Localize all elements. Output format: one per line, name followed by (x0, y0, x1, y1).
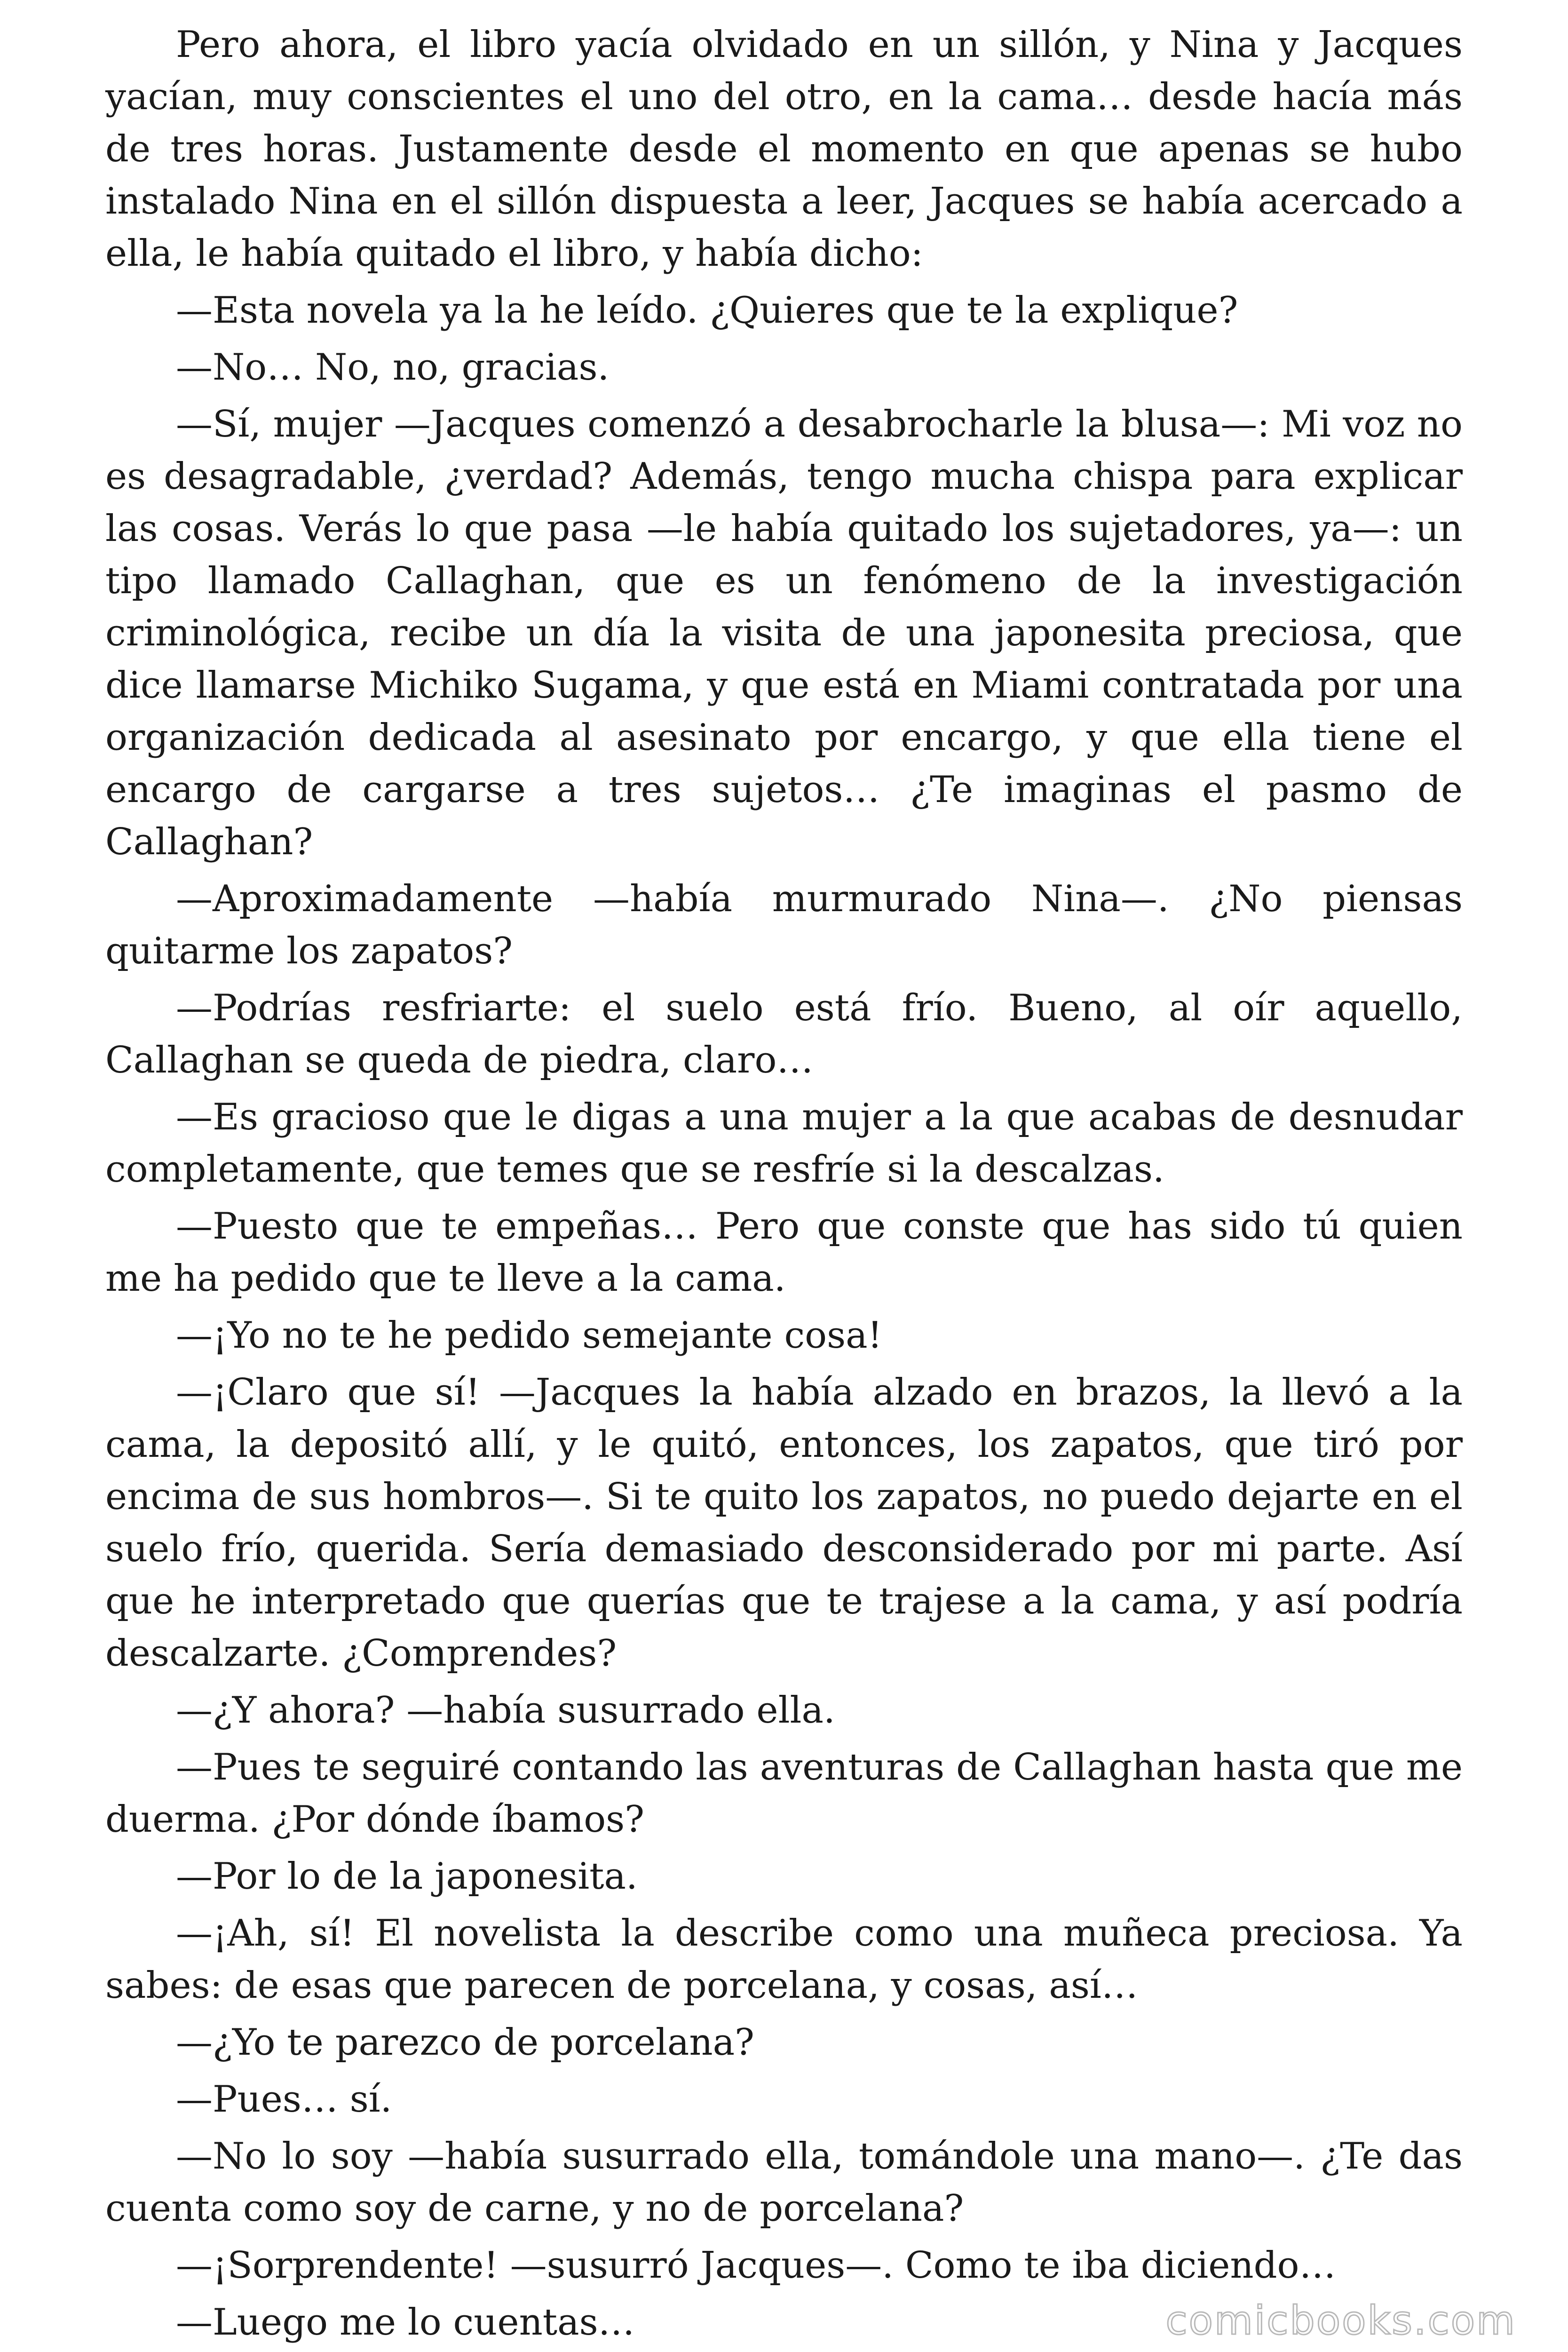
paragraph: —¡Claro que sí! —Jacques la había alzado en brazos, la llevó a la cama, la depositó allí, y le quitó, entonces, los zapatos, que tiró por encima de sus hombros—. Si te quito los zapatos, no puedo dejarte en el suelo frío, querida. Sería demasiado desconsiderado por mi parte. Así que he interpretado que querías que te trajese a la cama, y así podría descalzarte. ¿Comprendes? (105, 1371, 1463, 1675)
paragraph: —Esta novela ya la he leído. ¿Quieres que te la explique? (176, 289, 1238, 332)
paragraph: —Por lo de la japonesita. (176, 1855, 638, 1898)
paragraph: —¿Y ahora? —había susurrado ella. (176, 1689, 835, 1732)
paragraph: —Puesto que te empeñas… Pero que conste que has sido tú quien me ha pedido que te lleve a la cama. (105, 1205, 1463, 1300)
paragraph: —No lo soy —había susurrado ella, tomándole una mano—. ¿Te das cuenta como soy de carne, y no de porcelana? (105, 2135, 1463, 2230)
paragraph: —¿Yo te parezco de porcelana? (176, 2021, 754, 2064)
paragraph: —Luego me lo cuentas… (176, 2301, 635, 2344)
paragraph: —Es gracioso que le digas a una mujer a la que acabas de desnudar completamente, que temes que se resfríe si la descalzas. (105, 1096, 1463, 1191)
paragraph: Pero ahora, el libro yacía olvidado en un sillón, y Nina y Jacques yacían, muy conscientes el uno del otro, en la cama… desde hacía más de tres horas. Justamente desde el momento en que apenas se hubo instalado Nina en el sillón dispuesta a leer, Jacques se había acercado a ella, le había quitado el libro, y había dicho: (105, 24, 1463, 275)
paragraph: —¡Ah, sí! El novelista la describe como una muñeca preciosa. Ya sabes: de esas que parecen de porcelana, y cosas, así… (105, 1912, 1463, 2007)
paragraph: —No… No, no, gracias. (176, 346, 610, 389)
paragraph: —Sí, mujer —Jacques comenzó a desabrocharle la blusa—: Mi voz no es desagradable, ¿verdad? Además, tengo mucha chispa para explicar las cosas. Verás lo que pasa —le había quitado los sujetadores, ya—: un tipo llamado Callaghan, que es un fenómeno de la investigación criminológica, recibe un día la visita de una japonesita preciosa, que dice llamarse Michiko Sugama, y que está en Miami contratada por una organización dedicada al asesinato por encargo, y que ella tiene el encargo de cargarse a tres sujetos… ¿Te imaginas el pasmo de Callaghan? (105, 403, 1463, 863)
paragraph: —Pues te seguiré contando las aventuras de Callaghan hasta que me duerma. ¿Por dónde íbamos? (105, 1746, 1463, 1841)
book-page-text (105, 19, 1463, 2352)
paragraph: —¡Yo no te he pedido semejante cosa! (176, 1314, 882, 1357)
paragraph: —Podrías resfriarte: el suelo está frío. Bueno, al oír aquello, Callaghan se queda de piedra, claro… (105, 987, 1463, 1081)
paragraph: —¡Sorprendente! —susurró Jacques—. Como te iba diciendo… (176, 2244, 1336, 2287)
watermark: comicbooks.com (1165, 2297, 1516, 2344)
paragraph: —Aproximadamente —había murmurado Nina—. ¿No piensas quitarme los zapatos? (105, 878, 1463, 972)
paragraph: —Pues… sí. (176, 2078, 392, 2121)
